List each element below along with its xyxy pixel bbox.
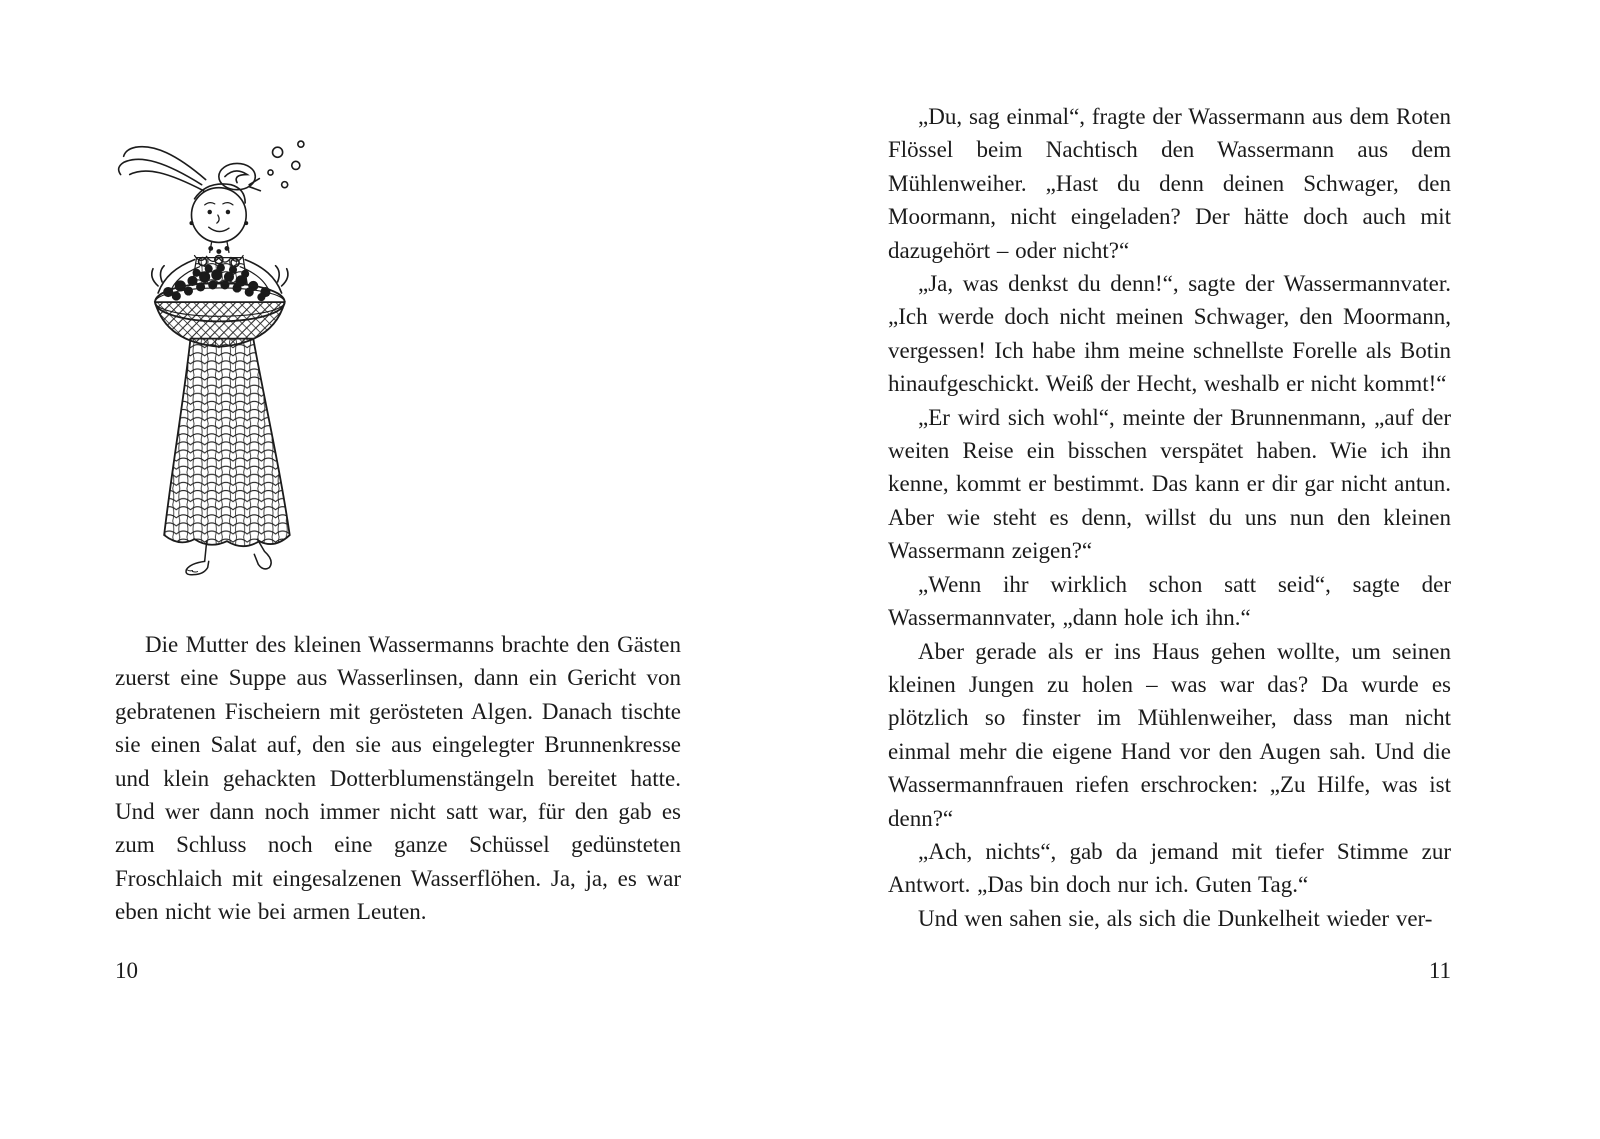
paragraph-right-5: Aber gerade als er ins Haus gehen wollte, um seinen kleinen Jungen zu holen – was war das? Da wurde es plötzlich so finster im Mühlenweiher, dass man nicht einmal mehr die eigene Hand vor den Augen sah. Und die Wassermannfrauen riefen erschrocken: „Zu Hilfe, was ist denn?“: [888, 638, 1451, 831]
paragraph-right-2: „Ja, was denkst du denn!“, sagte der Wassermannvater. „Ich werde doch nicht meinen Schwager, den Moormann, vergessen! Ich habe ihm meine schnellste Forelle als Botin hinaufgeschickt. Weiß der Hecht, weshalb er nicht kommt!“: [888, 271, 1451, 397]
paragraph-right-4: „Wenn ihr wirklich schon satt seid“, sagte der Wassermannvater, „dann hole ich ihn.“: [888, 571, 1451, 631]
paragraph-left-1: Die Mutter des kleinen Wassermanns brachte den Gästen zuerst eine Suppe aus Wasserlinsen, dann ein Gericht von gebratenen Fischeiern mit gerösteten Algen. Danach tischte sie einen Salat auf, den sie aus eingelegter Brunnenkresse und klein gehackten Dotterblumenstängeln bereitet hatte. Und wer dann noch immer nicht satt war, für den gab es zum Schluss noch eine ganze Schüssel gedünsteten Froschlaich mit eingesalzenen Wasserflöhen. Ja, ja, es war eben nicht wie bei armen Leuten.: [115, 632, 681, 925]
page-number-right: 11: [1428, 958, 1451, 983]
paragraph-right-6: „Ach, nichts“, gab da jemand mit tiefer Stimme zur Antwort. „Das bin doch nur ich. Guten Tag.“: [888, 838, 1451, 898]
paragraph-right-1: „Du, sag einmal“, fragte der Wassermann aus dem Roten Flössel beim Nachtisch den Wassermann aus dem Mühlenweiher. „Hast du denn deinen Schwager, den Moormann, nicht eingeladen? Der hätte doch auch mit dazugehört – oder nicht?“: [888, 104, 1451, 263]
paragraph-right-7: Und wen sahen sie, als sich die Dunkelheit wieder ver-: [918, 905, 1433, 931]
paragraph-right-3: „Er wird sich wohl“, meinte der Brunnenmann, „auf der weiten Reise ein bisschen verspätet haben. Wie ich ihn kenne, kommt er bestimmt. Das kann er dir gar nicht antun. Aber wie steht es denn, willst du uns nun den kleinen Wassermann zeigen?“: [888, 404, 1451, 564]
page-number-left: 10: [115, 958, 138, 983]
page-left-text: [115, 628, 681, 929]
line-drawing: [104, 132, 360, 608]
illustration-mother-with-basket: [104, 132, 360, 608]
page-right-text: [888, 100, 1451, 935]
